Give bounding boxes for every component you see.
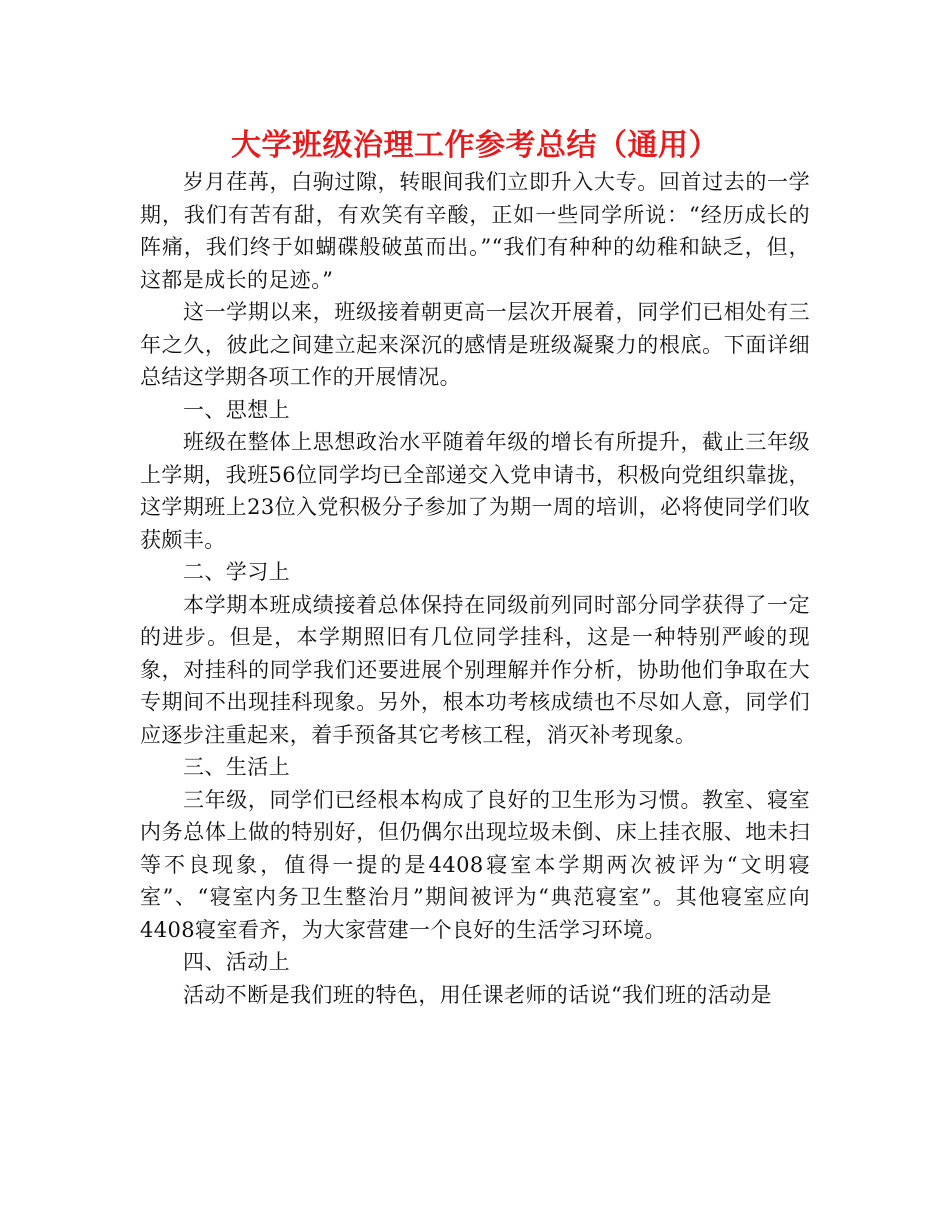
document-body xyxy=(140,166,810,1011)
section-heading-activities: 四、活动上 xyxy=(183,950,290,974)
section-heading-life: 三、生活上 xyxy=(183,755,290,779)
section-heading-study: 二、学习上 xyxy=(183,560,290,584)
paragraph-life: 三年级，同学们已经根本构成了良好的卫生形为习惯。教室、寝室内务总体上做的特别好，但仍偶尔出现垃圾未倒、床上挂衣服、地未扫等不良现象，值得一提的是4408寝室本学期两次被评为“文明寝室”、“寝室内务卫生整治月”期间被评为“典范寝室”。其他寝室应向4408寝室看齐，为大家营建一个良好的生活学习环境。 xyxy=(140,787,810,942)
paragraph-ideology: 班级在整体上思想政治水平随着年级的增长有所提升，截止三年级上学期，我班56位同学均已全部递交入党申请书，积极向党组织靠拢，这学期班上23位入党积极分子参加了为期一周的培训，必将使同学们收获颇丰。 xyxy=(140,430,810,552)
document-title: 大学班级治理工作参考总结（通用） xyxy=(231,128,719,163)
paragraph-study: 本学期本班成绩接着总体保持在同级前列同时部分同学获得了一定的进步。但是，本学期照旧有几位同学挂科，这是一种特别严峻的现象，对挂科的同学我们还要进展个别理解并作分析，协助他们争取在大专期间不出现挂科现象。另外，根本功考核成绩也不尽如人意，同学们应逐步注重起来，着手预备其它考核工程，消灭补考现象。 xyxy=(140,592,810,747)
paragraph-overview: 这一学期以来，班级接着朝更高一层次开展着，同学们已相处有三年之久，彼此之间建立起来深沉的感情是班级凝聚力的根底。下面详细总结这学期各项工作的开展情况。 xyxy=(140,300,810,389)
paragraph-intro: 岁月荏苒，白驹过隙，转眼间我们立即升入大专。回首过去的一学期，我们有苦有甜，有欢笑有辛酸，正如一些同学所说：“经历成长的阵痛，我们终于如蝴碟般破茧而出。”“我们有种种的幼稚和缺乏，但，这都是成长的足迹。” xyxy=(140,170,810,292)
section-heading-ideology: 一、思想上 xyxy=(183,397,290,422)
paragraph-activities: 活动不断是我们班的特色，用任课老师的话说“我们班的活动是 xyxy=(183,982,772,1007)
